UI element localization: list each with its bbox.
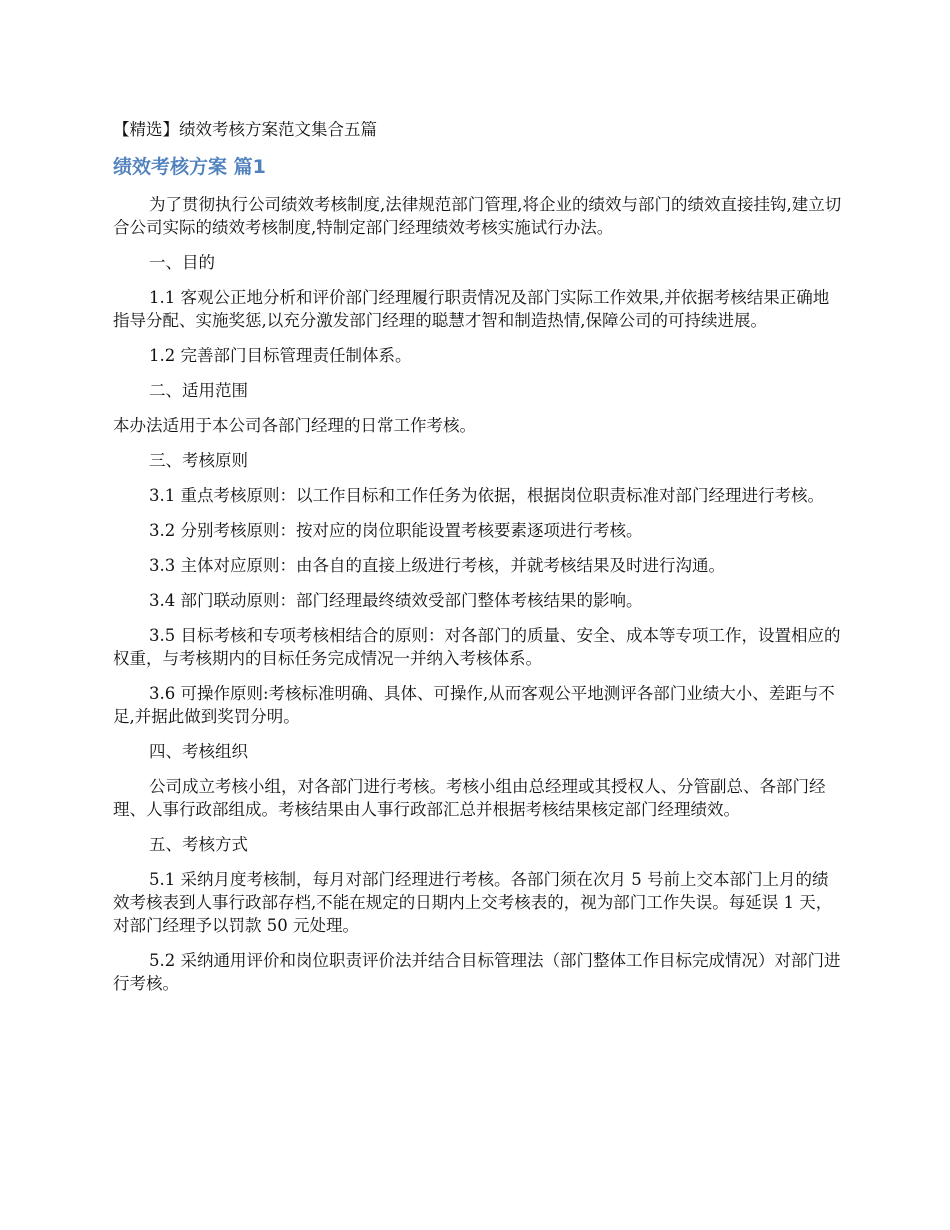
- paragraph-1-1: 1.1 客观公正地分析和评价部门经理履行职责情况及部门实际工作效果,并依据考核结果正确地指导分配、实施奖惩,以充分激发部门经理的聪慧才智和制造热情,保障公司的可持续进展。: [113, 288, 830, 330]
- paragraph-3-5: 3.5 目标考核和专项考核相结合的原则：对各部门的质量、安全、成本等专项工作，设置相应的权重，与考核期内的目标任务完成情况一并纳入考核体系。: [113, 626, 841, 668]
- heading-scope: 二、适用范围: [149, 381, 248, 400]
- paragraph-3-1: 3.1 重点考核原则：以工作目标和工作任务为依据，根据岗位职责标准对部门经理进行考核。: [149, 486, 824, 505]
- heading-purpose: 一、目的: [149, 253, 215, 272]
- paragraph-3-6: 3.6 可操作原则:考核标准明确、具体、可操作,从而客观公平地测评各部门业绩大小、差距与不足,并据此做到奖罚分明。: [113, 684, 835, 726]
- paragraph-3-3: 3.3 主体对应原则：由各自的直接上级进行考核，并就考核结果及时进行沟通。: [149, 556, 725, 575]
- paragraph-5-1: 5.1 采纳月度考核制，每月对部门经理进行考核。各部门须在次月 5 号前上交本部门上月的绩效考核表到人事行政部存档,不能在规定的日期内上交考核表的，视为部门工作失误。每延误 1 天，对部门经理予以罚款 50 元处理。: [113, 870, 833, 935]
- heading-method: 五、考核方式: [149, 835, 248, 854]
- paragraph-5-2: 5.2 采纳通用评价和岗位职责评价法并结合目标管理法（部门整体工作目标完成情况）对部门进行考核。: [113, 951, 841, 993]
- document-title: 【精选】绩效考核方案范文集合五篇: [113, 120, 377, 139]
- document-page: [113, 118, 843, 1007]
- paragraph-3-2: 3.2 分别考核原则：按对应的岗位职能设置考核要素逐项进行考核。: [149, 521, 643, 540]
- heading-organization: 四、考核组织: [149, 742, 248, 761]
- heading-principles: 三、考核原则: [149, 451, 248, 470]
- section-heading: 绩效考核方案 篇1: [113, 156, 266, 178]
- paragraph-1-2: 1.2 完善部门目标管理责任制体系。: [149, 346, 412, 365]
- paragraph-organization: 公司成立考核小组，对各部门进行考核。考核小组由总经理或其授权人、分管副总、各部门经理、人事行政部组成。考核结果由人事行政部汇总并根据考核结果核定部门经理绩效。: [113, 777, 826, 819]
- paragraph-3-4: 3.4 部门联动原则：部门经理最终绩效受部门整体考核结果的影响。: [149, 591, 643, 610]
- paragraph-intro: 为了贯彻执行公司绩效考核制度,法律规范部门管理,将企业的绩效与部门的绩效直接挂钩,建立切合公司实际的绩效考核制度,特制定部门经理绩效考核实施试行办法。: [113, 195, 842, 237]
- paragraph-scope: 本办法适用于本公司各部门经理的日常工作考核。: [113, 416, 476, 435]
